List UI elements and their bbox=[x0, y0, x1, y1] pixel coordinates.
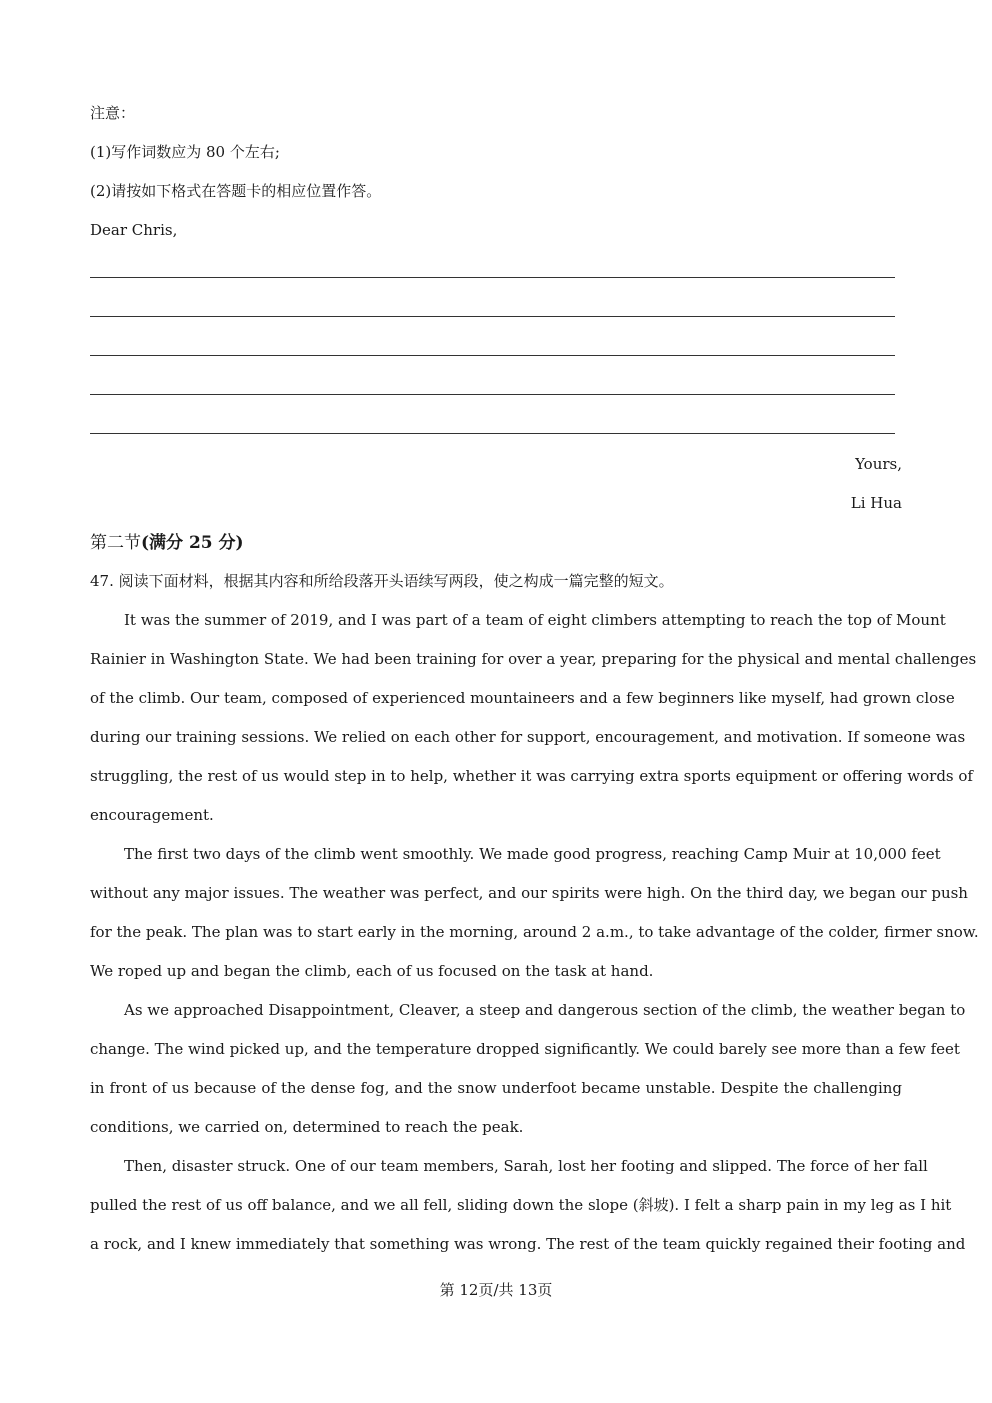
answer-line bbox=[90, 316, 895, 317]
passage-line: in front of us because of the dense fog, and the snow underfoot became unstable. Despite the challenging bbox=[90, 1079, 902, 1097]
section-heading-prefix: 第二节 bbox=[90, 533, 141, 553]
answer-line bbox=[90, 433, 895, 434]
notes-item-1: (1)写作词数应为 80 个左右; bbox=[90, 143, 280, 161]
passage-line: We roped up and began the climb, each of us focused on the task at hand. bbox=[90, 962, 654, 980]
passage-line: It was the summer of 2019, and I was part of a team of eight climbers attempting to reach the top of Mount bbox=[124, 611, 946, 629]
letter-closing: Yours, bbox=[855, 455, 902, 473]
passage-line: pulled the rest of us off balance, and we all fell, sliding down the slope (斜坡). I felt a sharp pain in my leg as I hit bbox=[90, 1196, 952, 1214]
passage-line: Then, disaster struck. One of our team members, Sarah, lost her footing and slipped. The force of her fall bbox=[124, 1157, 928, 1175]
passage-line: without any major issues. The weather was perfect, and our spirits were high. On the third day, we began our push bbox=[90, 884, 968, 902]
letter-signature: Li Hua bbox=[850, 494, 902, 512]
answer-line bbox=[90, 394, 895, 395]
passage-line: change. The wind picked up, and the temperature dropped significantly. We could barely see more than a few feet bbox=[90, 1040, 960, 1058]
passage-line: As we approached Disappointment, Cleaver, a steep and dangerous section of the climb, the weather began to bbox=[124, 1001, 966, 1019]
passage-line: The first two days of the climb went smoothly. We made good progress, reaching Camp Muir at 10,000 feet bbox=[124, 845, 941, 863]
answer-line bbox=[90, 355, 895, 356]
passage-line: for the peak. The plan was to start early in the morning, around 2 a.m., to take advantage of the colder, firmer snow. bbox=[90, 923, 979, 941]
page-number-footer: 第 12页/共 13页 bbox=[439, 1281, 553, 1299]
passage-line: Rainier in Washington State. We had been training for over a year, preparing for the physical and mental challenges bbox=[90, 650, 977, 668]
passage-line: encouragement. bbox=[90, 806, 214, 824]
letter-greeting: Dear Chris, bbox=[90, 221, 178, 239]
passage-line: of the climb. Our team, composed of experienced mountaineers and a few beginners like myself, had grown close bbox=[90, 689, 955, 707]
passage-line: struggling, the rest of us would step in to help, whether it was carrying extra sports equipment or offering words of bbox=[90, 767, 973, 785]
section-heading-score: (满分 25 分) bbox=[141, 533, 244, 553]
passage-line: during our training sessions. We relied on each other for support, encouragement, and motivation. If someone was bbox=[90, 728, 966, 746]
exam-page bbox=[90, 0, 979, 1403]
question-prompt: 47. 阅读下面材料，根据其内容和所给段落开头语续写两段，使之构成一篇完整的短文。 bbox=[90, 572, 674, 590]
passage-line: conditions, we carried on, determined to reach the peak. bbox=[90, 1118, 524, 1136]
answer-line bbox=[90, 277, 895, 278]
section-heading bbox=[90, 532, 244, 554]
notes-heading: 注意： bbox=[90, 104, 136, 122]
passage-line: a rock, and I knew immediately that something was wrong. The rest of the team quickly regained their footing and bbox=[90, 1235, 966, 1253]
notes-item-2: (2)请按如下格式在答题卡的相应位置作答。 bbox=[90, 182, 382, 200]
